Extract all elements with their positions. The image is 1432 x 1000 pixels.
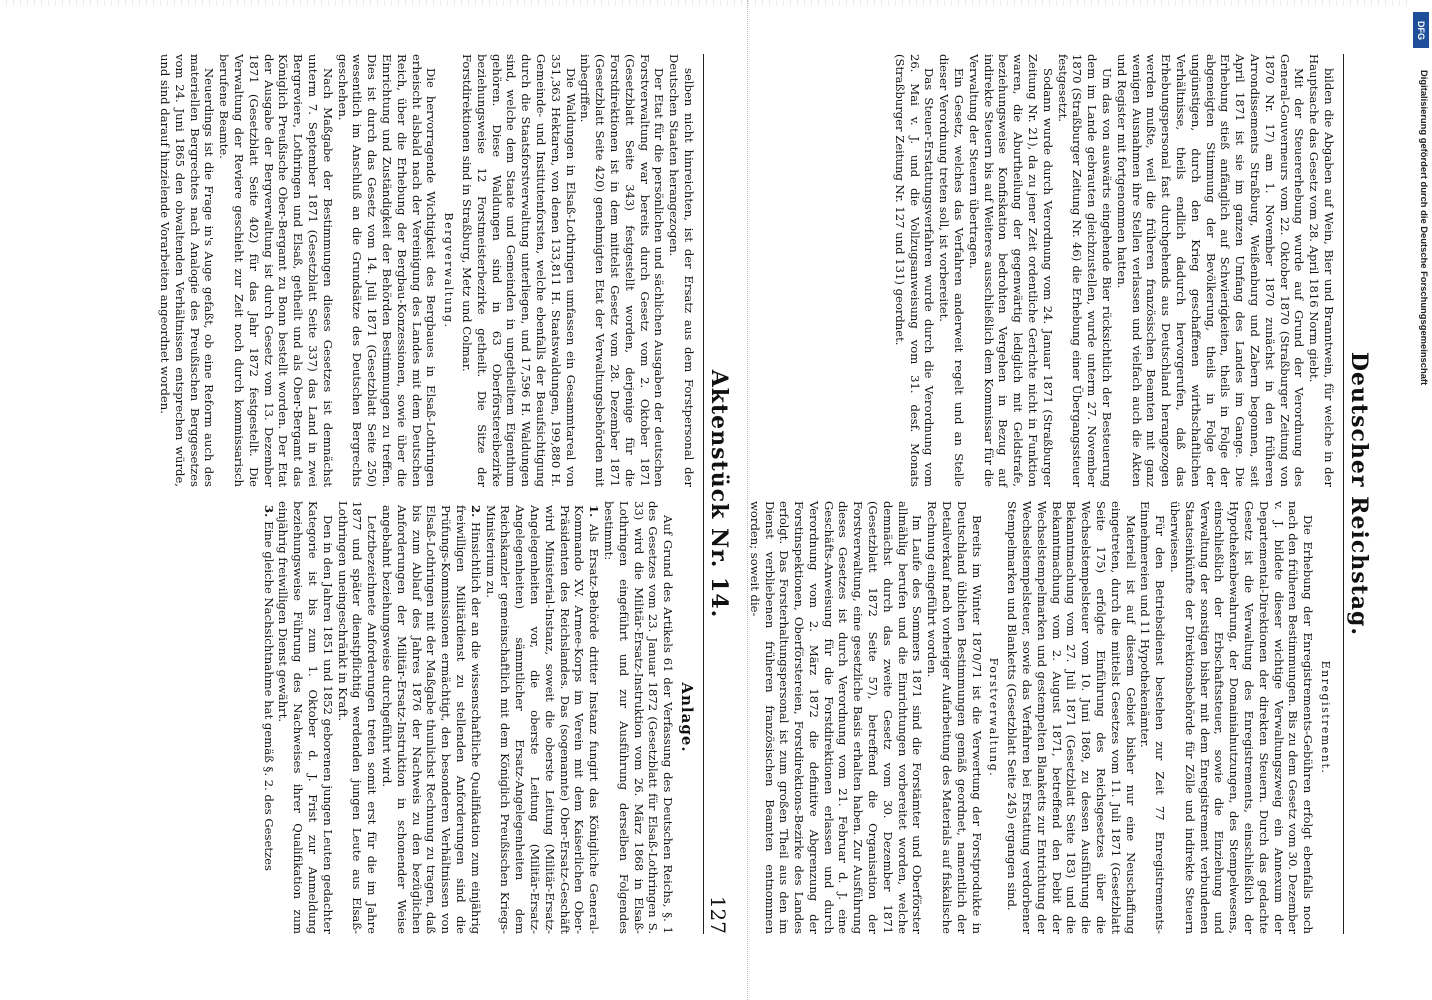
paragraph: Auf Grund des Artikels 61 der Verfassung des Deutschen Reichs, §. 1 des Gesetzes vom 23. Januar 1872 (Gesetzblatt für Elsaß-Lothringen S. 33) wird die Militär-Ersatz-Instruktion vom 26. März 1868 in Elsaß-Lothringen eingeführt und zur Ausführung derselben Folgendes bestimmt:	[602, 501, 676, 934]
list-item-text: Eine gleiche Nachsichtnahme hat gemäß §. 2. des Gesetzes	[261, 521, 276, 871]
paragraph: Die hervorragende Wichtigkeit des Bergbaues in Elsaß-Lothringen erheischt alsbald nach der Vereinigung des Landes mit dem Deutschen Reich, über die Erhebung der Bergbau-Konzessionen, sowie über die Einrichtung und Zuständigkeit der Behörden Bestimmungen zu treffen. Dies ist durch das Gesetz vom 14. Juli 1871 (Gesetzblatt Seite 250) wesentlich im Anschluß an die Grundsätze des Deutschen Bergrechts geschehen.	[335, 54, 439, 487]
right-page	[92, 54, 732, 934]
page-number: 127	[706, 895, 730, 934]
left-running-head	[1343, 54, 1372, 934]
paragraph: Materiell ist auf diesem Gebiet bisher nur eine Neuschaffung eingetreten, durch die mittelst Gesetzes vom 11. Juli 1871 (Gesetzblatt Seite 175) erfolgte Einführung des Reichsgesetzes über die Wechselstempelsteuer vom 10. Juni 1869, zu dessen Ausführung die Bekanntmachung vom 27. Juli 1871 (Gesetzblatt Seite 183) und die Bekanntmachung vom 2. August 1871, betreffend den Debit der Wechselstempelmarken und gestempelten Blanketts zur Entrichtung der Wechselstempelsteuer, sowie das Verfahren bei Erstattung verdorbener Stempelmarken und Blanketts (Gesetzblatt Seite 245) ergangen sind.	[1005, 501, 1138, 934]
right-running-head	[703, 54, 732, 934]
paragraph: Im Laufe des Sommers 1871 sind die Forstämter und Oberförster allmählig berufen und die Einrichtungen vorbereitet worden, welche demnächst durch das zweite Gesetz vom 30. Dezember 1871 (Gesetzblatt 1872 Seite 57), betreffend die Organisation der Forstverwaltung, eine gesetzliche Basis erhalten haben. Zur Ausführung dieses Gesetzes ist durch Verordnung vom 21. Februar d. J. eine Geschäfts-Anweisung für die Forstdirektionen erlassen und durch Verordnung vom 2. März 1872 die definitive Abgrenzung der Forstinspektionen, Oberförstereien, Forstdirektions-Bezirke des Landes erfolgt. Das Forsterhaltungspersonal ist zum großen Theil aus den im Dienst verbliebenen früheren französischen Beamten entnommen worden; soweit die-	[747, 501, 925, 934]
list-item-number: 2.	[468, 505, 483, 523]
paragraph: Nach Maßgabe der Bestimmungen dieses Gesetzes ist demnächst unterm 7. September 1871 (Gesetzblatt Seite 337) das Land in zwei Bergreviere, Lothringen und Elsaß, getheilt und als Ober-Bergamt das Königlich Preußische Ober-Bergamt zu Bonn bestellt worden. Der Etat der Ausgabe der Bergverwaltung ist durch Gesetz vom 13. Dezember 1871 (Gesetzblatt Seite 402) für das Jahr 1872 festgestellt. Die Verwaltung der Reviere geschieht zur Zeit noch durch kommissarisch berufene Beamte.	[217, 54, 335, 487]
section-heading: Bergverwaltung.	[442, 212, 456, 329]
paragraph: Das Steuer-Erstattungsverfahren wurde durch die Verordnung vom 26. Mai v. J. und die Vollzugsanweisung vom 31. desf. Monats (Straßburger Zeitung Nr. 127 und 131) geordnet.	[892, 54, 937, 487]
paragraph: selben nicht hinreichten, ist der Ersatz aus dem Forstpersonal der Deutschen Staaten herangezogen.	[667, 54, 696, 487]
paragraph: Für den Betriebsdienst bestehen zur Zeit 77 Enregistrements-Einnehmereien und 11 Hypothekenämter.	[1138, 501, 1168, 934]
list-item	[483, 505, 601, 934]
numbered-list	[379, 501, 601, 934]
paragraph: Die Erhebung der Enregistrements-Gebühren erfolgt ebenfalls noch nach den früheren Bestimmungen. Bis zu dem Gesetz vom 30. Dezember v. J. bildete dieser wichtige Verwaltungszweig ein Annexum der Departemental-Direktionen der direkten Steuern. Durch das gedachte Gesetz ist die Verwaltung des Enregistrements, einschließlich der Hypothekenbewahrung, der Domainialnutzungen, des Stempelwesens, einschließlich der Erbschaftssteuer, sowie die Einziehung und Verwaltung der sonstigen bisher mit dem Enregistrement verbundenen Staatseinkünfte der Direktionsbehörde für Zölle und indirekte Steuern überwiesen.	[1168, 501, 1316, 934]
page-gutter	[747, 0, 748, 1000]
paragraph: Die Waldungen in Elsaß-Lothringen umfassen ein Gesammtareal von 351,363 Hektaren, von denen 133,811 H. Staatswaldungen, 199,880 H. Gemeinde- und Institutenforsten, welche ebenfalls der Beaufsichtigung durch die Staatsforstverwaltung unterliegen, und 17,596 H. Waldungen sind, welche dem Staate und Gemeinden in ungetheiltem Eigenthum gehören. Diese Waldungen sind in 63 Oberförstereibezirke beziehungsweise 12 Forstmeisterbezirke getheilt. Die Sitze der Forstdirektionen sind in Straßburg, Metz und Colmar.	[460, 54, 578, 487]
dfg-logo: DFG	[1413, 12, 1429, 48]
left-column-2	[747, 501, 1336, 934]
right-columns	[92, 54, 696, 934]
dfg-credit-text: Digitalisierung gefördert durch die Deutsche Forschungsgemeinschaft	[1419, 70, 1430, 386]
dfg-sidebar	[1410, 0, 1432, 1000]
appendix-heading: Anlage.	[678, 682, 696, 753]
paragraph: Ein Gesetz, welches das Verfahren anderweit regelt und an Stelle dieser Verordnung treten soll, ist vorbereitet.	[937, 54, 967, 487]
list-item-text: Hinsichtlich der an die wissenschaftliche Qualifikation zum einjährig freiwilligen Militärdienst zu stellenden Anforderungen sind die Prüfungs-Kommissionen ermächtigt, den besonderen Verhältnissen von Elsaß-Lothringen mit der Maßgabe thunlichst Rechnung zu tragen, daß bis zum Ablauf des Jahres 1876 der Nachweis zu den bezüglichen Anforderungen der Militär-Ersatz-Instruktion in schonender Weise angebahnt beziehungsweise durchgeführt wird.	[380, 505, 483, 935]
left-column-1	[752, 54, 1336, 487]
right-running-title: Aktenstück Nr. 14.	[706, 369, 732, 619]
paragraph: Mit der Steuererhebung wurde auf Grund der Verordnung des General-Gouverneurs vom 22. Oktober 1870 (Straßburger Zeitung von 1870 Nr. 17) am 1. November 1870 zunächst in den früheren Arrondissements Straßburg, Weißenburg und Zabern begonnen, seit April 1871 ist sie im ganzen Umfang des Landes im Gange. Die Erhebung stieß anfänglich auf Schwierigkeiten, theils in Folge der abgeneigten Stimmung der Bevölkerung, theils in Folge der ungünstigen, durch den Krieg geschaffenen wirthschaftlichen Verhältnisse, theils endlich dadurch hervorgerufen, daß das Erhebungspersonal fast durchgehends aus Deutschland herangezogen werden mußte, weil die früheren französischen Beamten mit ganz wenigen Ausnahmen ihre Stellen verlassen und vielfach auch die Akten und Register mit fortgenommen hatten.	[1114, 54, 1307, 487]
right-column-2	[92, 501, 696, 934]
list-item-number: 1.	[587, 505, 602, 524]
paragraph: Der Etat für die persönlichen und sächlichen Ausgaben der deutschen Forstverwaltung war bereits durch Gesetz vom 2. Oktober 1871 (Gesetzblatt Seite 343) festgestellt worden, derjenige für die Forstdirektionen ist in dem mittelst Gesetz vom 28. Dezember 1871 (Gesetzblatt Seite 420) genehmigten Etat der Verwaltungsbehörden mit inbegriffen.	[578, 54, 667, 487]
paragraph: Bereits im Winter 1870/71 ist die Verwertung der Forstprodukte in Deutschland üblichen Bestimmungen gemäß geordnet, namentlich der Detailverkauf nach vorheriger Aufarbeitung des Materials auf fiskalische Rechnung eingeführt worden.	[925, 501, 984, 934]
list-item-number: 3.	[261, 505, 276, 522]
paragraph: Neuerdings ist die Frage in's Auge gefaßt, ob eine Reform auch des materiellen Bergrechtes nach Analogie des Preußischen Berggesetzes vom 24. Juni 1865 den obwaltenden Verhältnissen entsprechen würde, und sind darauf hinzielende Vorarbeiten angeordnet worden.	[158, 54, 217, 487]
list-item	[379, 505, 483, 934]
left-columns	[747, 54, 1336, 934]
list-item-text: Als Ersatz-Behörde dritter Instanz fungirt das Königliche General-Kommando XV. Armee-Korps im Verein mit dem Kaiserlichen Ober-Präsidenten des Reichslandes. Das (sogenannte) Ober-Ersatz-Geschäft wird Ministerial-Instanz, soweit die oberste Leitung (Militär-Ersatz-Angelegenheiten vor, die oberste Leitung (Militär-Ersatz-Angelegenheiten) sämmtlicher Ersatz-Angelegenheiten dem Reichskanzler gemeinschaftlich mit dem Königlich Preußischen Kriegs-Ministerium zu.	[483, 505, 602, 934]
numbered-list	[261, 501, 276, 934]
paragraph: Den in den Jahren 1851 und 1852 geborenen jungen Leuten gedachter Kategorie ist bis zum 1. Oktober d. J. Frist zur Anmeldung beziehungsweise Führung des Nachweises ihrer Qualifikation zum einjährig freiwilligen Dienst gewährt.	[276, 501, 335, 934]
left-page	[747, 54, 1372, 934]
list-item	[261, 505, 276, 934]
section-heading: Enregistrement.	[1319, 660, 1332, 775]
paragraph: Um das von auswärts eingehende Bier rücksichtlich der Besteuerung dem im Lande gebrauten gleichzustellen, wurde unterm 27. November 1870 (Straßburger Zeitung Nr. 46) die Erhebung einer Übergangssteuer festgesetzt.	[1055, 54, 1115, 487]
paragraph: Letztbezeichnete Anforderungen treten somit erst für die im Jahre 1877 und später dienstpflichtig werdenden jungen Leute aus Elsaß-Lothringen uneingeschränkt in Kraft.	[335, 501, 380, 934]
paragraph: bilden die Abgaben auf Wein, Bier und Branntwein, für welche in der Hauptsache das Gesetz vom 28. April 1816 Norm giebt.	[1307, 54, 1336, 487]
section-heading: Forstverwaltung.	[987, 657, 1001, 778]
paragraph: Sodann wurde durch Verordnung vom 24. Januar 1871 (Straßburger Zeitung Nr. 21), da zu jener Zeit ordentliche Gerichte nicht in Funktion waren, die Aburtheilung der gegenwärtig lediglich mit Geldstrafe, beziehungsweise Konfiskation bedrohten Vergehen in Bezug auf indirekte Steuern bis auf Weiteres ausschließlich dem Kommissar für die Verwaltung der Steuern übertragen.	[966, 54, 1055, 487]
left-running-title: Deutscher Reichstag.	[1346, 351, 1372, 637]
right-column-1	[92, 54, 696, 487]
